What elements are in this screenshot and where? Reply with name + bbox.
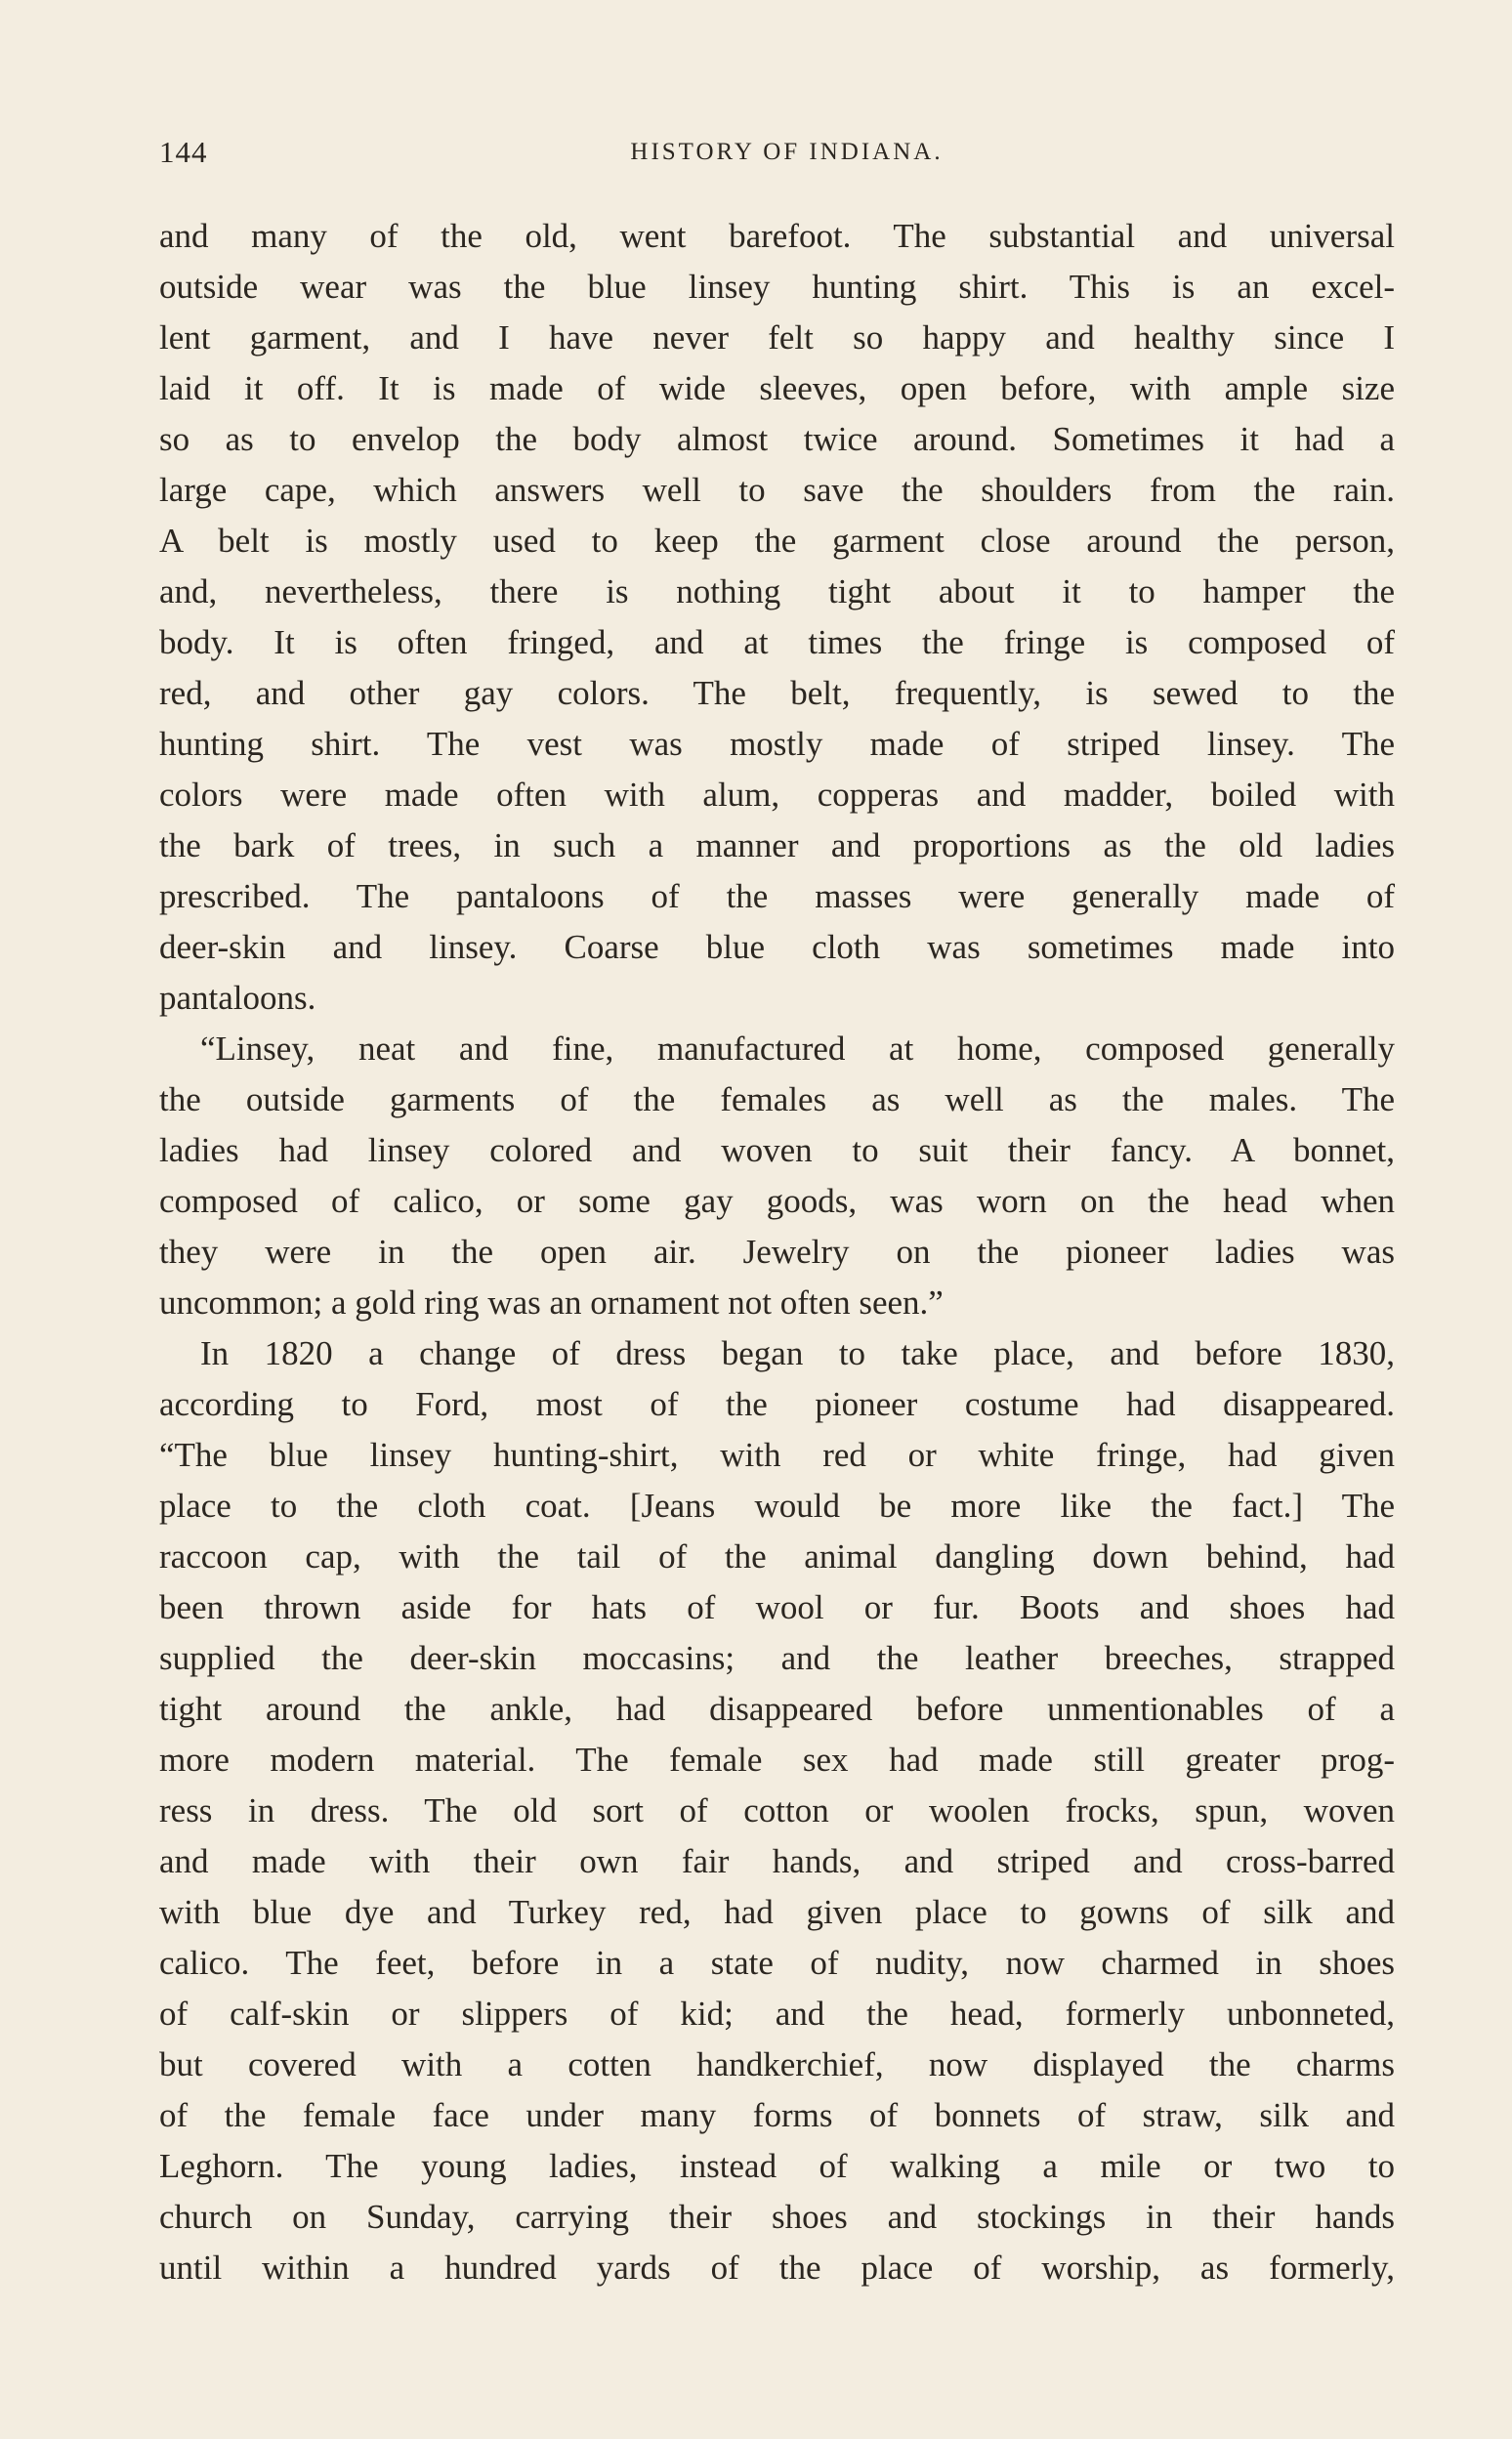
text-line: lent garment, and I have never felt so happy and healthy since I — [159, 318, 1395, 357]
text-line: tight around the ankle, had disappeared before unmentionables of a — [159, 1690, 1395, 1728]
text-line: composed of calico, or some gay goods, was worn on the head when — [159, 1182, 1395, 1220]
text-line: but covered with a cotten handkerchief, now displayed the charms — [159, 2045, 1395, 2083]
text-line: “The blue linsey hunting-shirt, with red or white fringe, had given — [159, 1436, 1395, 1474]
text-line: more modern material. The female sex had made still greater prog- — [159, 1741, 1395, 1779]
text-line: prescribed. The pantaloons of the masses were generally made of — [159, 877, 1395, 915]
text-line: colors were made often with alum, copperas and madder, boiled with — [159, 776, 1395, 814]
text-line: and made with their own fair hands, and striped and cross-barred — [159, 1842, 1395, 1880]
text-line: uncommon; a gold ring was an ornament not often seen.” — [159, 1283, 944, 1322]
text-line: ress in dress. The old sort of cotton or woolen frocks, spun, woven — [159, 1791, 1395, 1829]
text-line: supplied the deer-skin moccasins; and the leather breeches, strapped — [159, 1639, 1395, 1677]
text-line: and many of the old, went barefoot. The substantial and universal — [159, 217, 1395, 255]
text-line: of calf-skin or slippers of kid; and the head, formerly unbonneted, — [159, 1995, 1395, 2033]
text-line: they were in the open air. Jewelry on the pioneer ladies was — [159, 1233, 1395, 1271]
text-line: In 1820 a change of dress began to take place, and before 1830, — [200, 1334, 1395, 1372]
text-line: “Linsey, neat and fine, manufactured at home, composed generally — [200, 1030, 1395, 1068]
text-line: of the female face under many forms of bonnets of straw, silk and — [159, 2096, 1395, 2134]
text-line: outside wear was the blue linsey hunting shirt. This is an excel- — [159, 268, 1395, 306]
text-line: according to Ford, most of the pioneer costume had disappeared. — [159, 1385, 1395, 1423]
running-title: HISTORY OF INDIANA. — [630, 139, 944, 165]
text-line: large cape, which answers well to save the shoulders from the rain. — [159, 471, 1395, 509]
text-line: deer-skin and linsey. Coarse blue cloth was sometimes made into — [159, 928, 1395, 966]
body-text — [159, 211, 1395, 2293]
text-line: hunting shirt. The vest was mostly made of striped linsey. The — [159, 725, 1395, 763]
text-line: laid it off. It is made of wide sleeves, open before, with ample size — [159, 369, 1395, 407]
text-line: ladies had linsey colored and woven to suit their fancy. A bonnet, — [159, 1131, 1395, 1169]
text-line: body. It is often fringed, and at times the fringe is composed of — [159, 623, 1395, 661]
text-line: raccoon cap, with the tail of the animal dangling down behind, had — [159, 1537, 1395, 1576]
text-line: pantaloons. — [159, 979, 316, 1017]
page-number: 144 — [159, 135, 208, 169]
text-line: and, nevertheless, there is nothing tight about it to hamper the — [159, 572, 1395, 610]
text-line: been thrown aside for hats of wool or fur. Boots and shoes had — [159, 1588, 1395, 1626]
text-line: place to the cloth coat. [Jeans would be more like the fact.] The — [159, 1487, 1395, 1525]
text-line: calico. The feet, before in a state of nudity, now charmed in shoes — [159, 1944, 1395, 1982]
text-line: church on Sunday, carrying their shoes and stockings in their hands — [159, 2198, 1395, 2236]
text-line: so as to envelop the body almost twice around. Sometimes it had a — [159, 420, 1395, 458]
text-line: the outside garments of the females as well as the males. The — [159, 1080, 1395, 1118]
text-line: A belt is mostly used to keep the garment close around the person, — [159, 522, 1395, 560]
text-line: until within a hundred yards of the place of worship, as formerly, — [159, 2249, 1395, 2287]
text-line: with blue dye and Turkey red, had given place to gowns of silk and — [159, 1893, 1395, 1931]
text-line: Leghorn. The young ladies, instead of walking a mile or two to — [159, 2147, 1395, 2185]
text-line: red, and other gay colors. The belt, frequently, is sewed to the — [159, 674, 1395, 712]
text-line: the bark of trees, in such a manner and proportions as the old ladies — [159, 826, 1395, 864]
page-header — [159, 135, 1395, 180]
